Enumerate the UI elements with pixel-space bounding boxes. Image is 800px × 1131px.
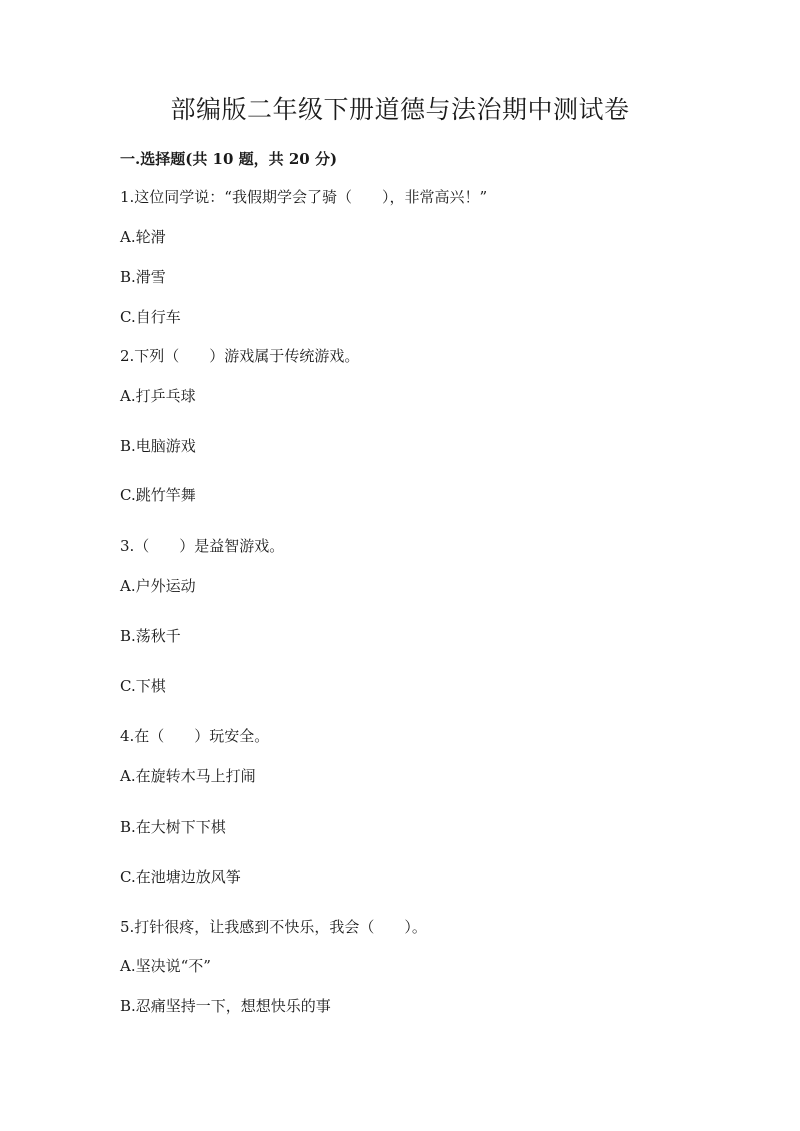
question-2-option-a: A.打乒乓球 [120,387,196,405]
question-1-stem: 1.这位同学说：“我假期学会了骑（ ），非常高兴！” [120,188,488,206]
question-1-option-c: C.自行车 [120,308,181,326]
question-3-stem: 3.（ ）是益智游戏。 [120,537,285,555]
question-3-option-a: A.户外运动 [120,577,196,595]
question-1-option-a: A.轮滑 [120,228,166,246]
question-2-option-c: C.跳竹竿舞 [120,486,196,504]
question-2-option-b: B.电脑游戏 [120,437,196,455]
question-4-option-c: C.在池塘边放风筝 [120,868,241,886]
question-5-option-a: A.坚决说“不” [120,957,211,975]
question-5-stem: 5.打针很疼，让我感到不快乐，我会（ ）。 [120,918,427,936]
page-title: 部编版二年级下册道德与法治期中测试卷 [170,95,630,124]
question-4-option-a: A.在旋转木马上打闹 [120,767,256,785]
question-3-option-b: B.荡秋千 [120,627,181,645]
question-4-option-b: B.在大树下下棋 [120,818,226,836]
question-2-stem: 2.下列（ ）游戏属于传统游戏。 [120,347,360,365]
question-5-option-b: B.忍痛坚持一下，想想快乐的事 [120,997,331,1015]
question-4-stem: 4.在（ ）玩安全。 [120,727,270,745]
question-3-option-c: C.下棋 [120,677,166,695]
section-heading: 一.选择题(共 10 题，共 20 分) [120,150,338,168]
question-1-option-b: B.滑雪 [120,268,166,286]
